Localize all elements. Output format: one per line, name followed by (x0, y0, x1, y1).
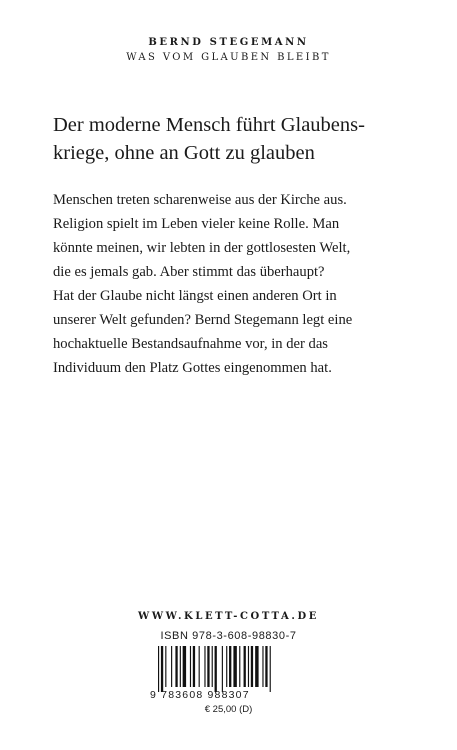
barcode-bar (190, 646, 191, 687)
headline-line: kriege, ohne an Gott zu glauben (53, 142, 315, 164)
barcode-bar (171, 646, 172, 687)
blurb-line: hochaktuelle Bestandsaufnahme vor, in der das (53, 336, 328, 352)
barcode-bar (270, 646, 271, 692)
barcode-bar (183, 646, 186, 687)
barcode-bar (212, 646, 213, 687)
barcode-bar (244, 646, 246, 687)
barcode-bar (193, 646, 195, 687)
author-name: BERND STEGEMANN (148, 37, 309, 48)
barcode-bar (239, 646, 240, 687)
barcode-bar (226, 646, 227, 687)
isbn-number: ISBN 978-3-608-98830-7 (160, 630, 297, 642)
barcode-bar (233, 646, 236, 687)
barcode-bar (161, 646, 163, 692)
barcode-bar (207, 646, 209, 687)
barcode-bar (180, 646, 181, 687)
blurb-line: unserer Welt gefunden? Bernd Stegemann legt eine (53, 312, 353, 328)
barcode-bar (175, 646, 177, 687)
barcode-bar (204, 646, 205, 687)
barcode-bar (255, 646, 258, 687)
barcode-bar (222, 646, 223, 692)
blurb-line: Hat der Glaube nicht längst einen anderen Ort in (53, 288, 337, 304)
blurb-line: könnte meinen, wir lebten in der gottlosesten Welt, (53, 240, 351, 256)
barcode-bar (262, 646, 263, 687)
barcode-bar (165, 646, 166, 687)
barcode-bar (158, 646, 159, 692)
blurb-line: Menschen treten scharenweise aus der Kirche aus. (53, 192, 347, 208)
blurb-line: Individuum den Platz Gottes eingenommen hat. (53, 360, 332, 376)
barcode-bar (199, 646, 200, 687)
barcode-bar (248, 646, 249, 687)
header (0, 36, 457, 66)
blurb-text (53, 188, 423, 380)
barcode-bar (251, 646, 253, 687)
headline-line: Der moderne Mensch führt Glaubens- (53, 114, 365, 136)
price: € 25,00 (D) (204, 704, 253, 715)
blurb-line: Religion spielt im Leben vieler keine Rolle. Man (53, 216, 340, 232)
publisher-website: WWW.KLETT-COTTA.DE (138, 611, 319, 622)
blurb-line: die es jemals gab. Aber stimmt das überhaupt? (53, 264, 325, 280)
barcode-digits: 9 783608 988307 (150, 689, 250, 701)
barcode-bar (265, 646, 267, 687)
book-title: WAS VOM GLAUBEN BLEIBT (126, 52, 331, 63)
barcode-bar (215, 646, 217, 692)
barcode (156, 646, 306, 692)
headline (53, 111, 423, 167)
barcode-bar (229, 646, 231, 687)
